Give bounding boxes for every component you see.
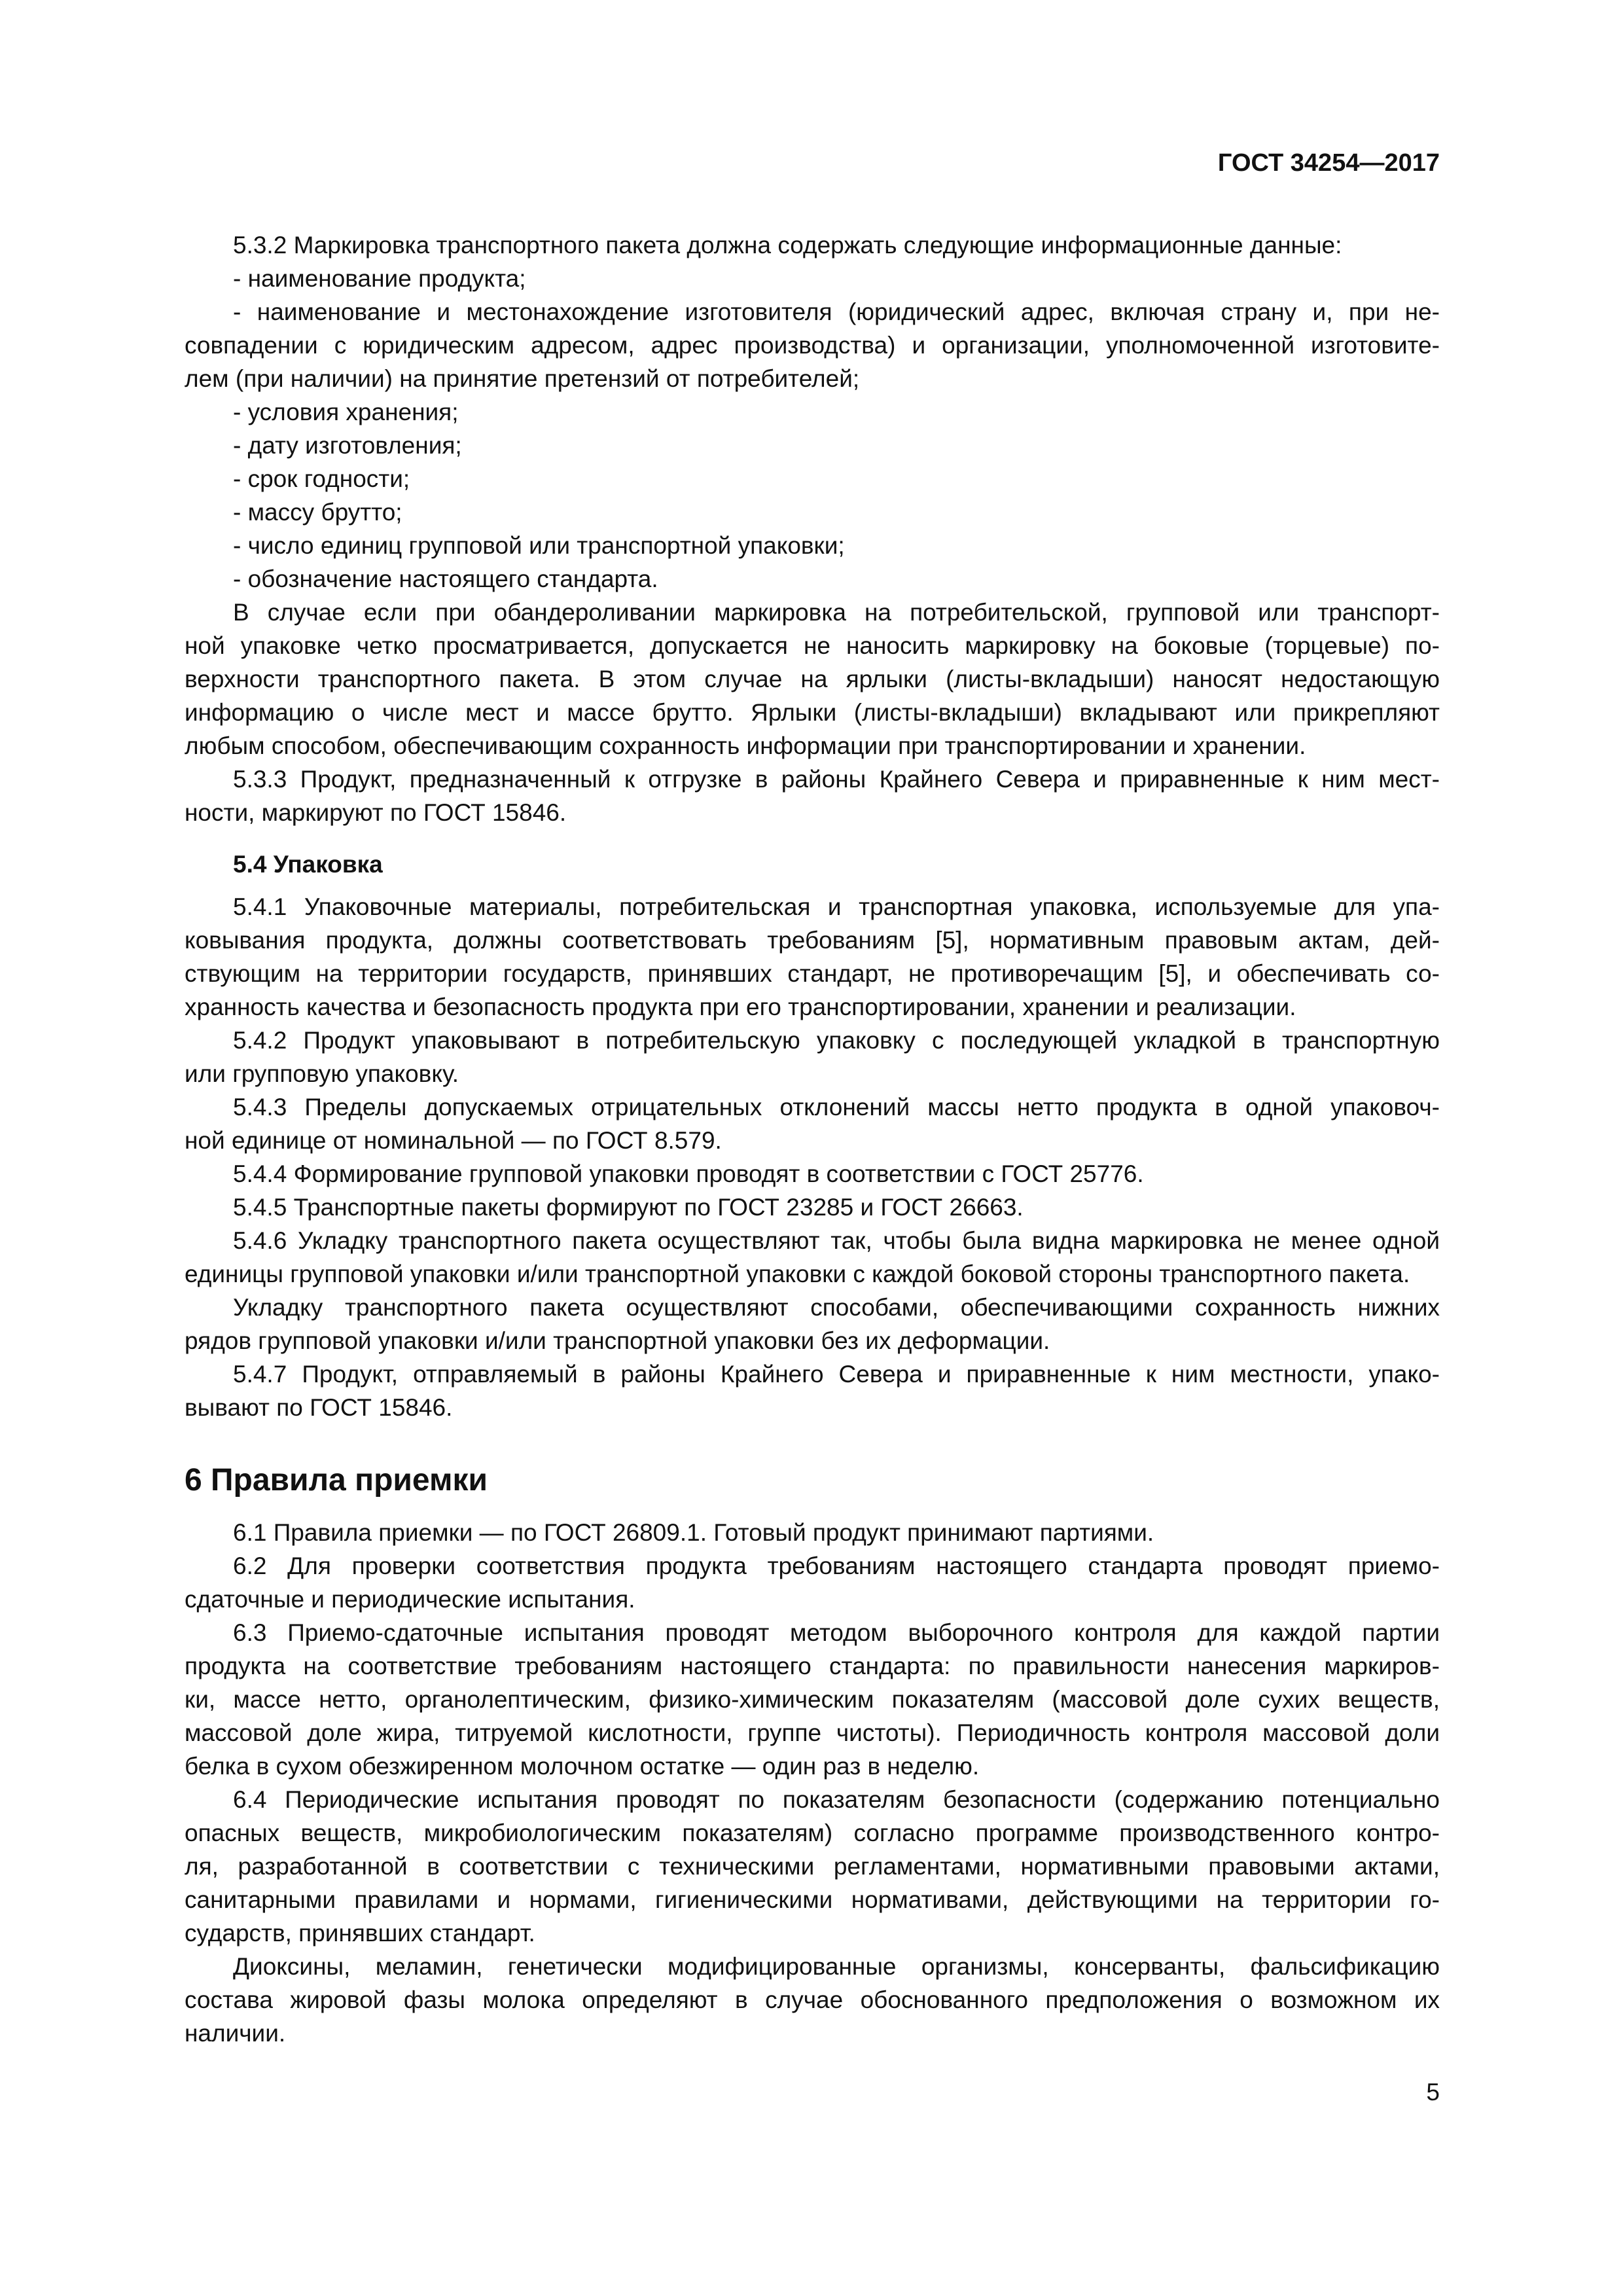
text-line: санитарными правилами и нормами, гигиеническими нормативами, действующими на территории го-: [185, 1886, 1440, 1913]
text-line: любым способом, обеспечивающим сохранность информации при транспортировании и хранении.: [185, 732, 1306, 759]
text-line: ки, массе нетто, органолептическим, физико-химическим показателям (массовой доле сухих веществ,: [185, 1686, 1440, 1713]
paragraph: [185, 262, 1440, 295]
text-line: 5.3.2 Маркировка транспортного пакета должна содержать следующие информационные данные:: [233, 232, 1342, 259]
paragraph: [185, 529, 1440, 562]
paragraph: [185, 429, 1440, 462]
document-body: [185, 228, 1440, 2050]
paragraph: [185, 762, 1440, 829]
paragraph: [185, 562, 1440, 596]
paragraph: [185, 1291, 1440, 1357]
text-line: 5.4.1 Упаковочные материалы, потребительская и транспортная упаковка, используемые для упа-: [233, 893, 1440, 920]
text-line: ля, разработанной в соответствии с техническими регламентами, нормативными правовыми актами,: [185, 1853, 1440, 1880]
text-line: наличии.: [185, 2020, 286, 2047]
text-line: ковывания продукта, должны соответствовать требованиям [5], нормативным правовым актам, дей-: [185, 927, 1440, 954]
text-line: ной упаковке четко просматривается, допускается не наносить маркировку на боковые (торцевые) по-: [185, 632, 1440, 659]
text-line: продукта на соответствие требованиям настоящего стандарта: по правильности нанесения маркиров-: [185, 1653, 1440, 1679]
text-line: - дату изготовления;: [233, 432, 462, 459]
text-line: - срок годности;: [233, 465, 410, 492]
paragraph: [185, 890, 1440, 1024]
text-line: белка в сухом обезжиренном молочном остатке — один раз в неделю.: [185, 1753, 980, 1780]
paragraph: [185, 1024, 1440, 1090]
text-line: 6.1 Правила приемки — по ГОСТ 26809.1. Готовый продукт принимают партиями.: [233, 1519, 1154, 1546]
text-line: 5.4.7 Продукт, отправляемый в районы Крайнего Севера и приравненные к ним местности, упако-: [233, 1361, 1440, 1388]
text-line: состава жировой фазы молока определяют в случае обоснованного предположения о возможном их: [185, 1986, 1440, 2013]
text-line: лем (при наличии) на принятие претензий от потребителей;: [185, 365, 860, 392]
text-line: 5.4.6 Укладку транспортного пакета осуществляют так, чтобы была видна маркировка не менее одной: [233, 1227, 1440, 1254]
paragraph: [185, 1224, 1440, 1291]
document-header: ГОСТ 34254—2017: [1217, 149, 1440, 177]
text-line: - наименование продукта;: [233, 265, 526, 292]
text-line: 5.4.2 Продукт упаковывают в потребительскую упаковку с последующей укладкой в транспортную: [233, 1027, 1440, 1054]
text-line: - обозначение настоящего стандарта.: [233, 565, 658, 592]
text-line: - массу брутто;: [233, 499, 402, 526]
page-number: 5: [1426, 2079, 1440, 2106]
paragraph: [185, 1549, 1440, 1616]
subsection-heading: 5.4 Упаковка: [233, 851, 383, 878]
text-line: Диоксины, меламин, генетически модифицированные организмы, консерванты, фальсификацию: [233, 1953, 1440, 1980]
text-line: информацию о числе мест и массе брутто. Ярлыки (листы-вкладыши) вкладывают или прикрепляют: [185, 699, 1440, 726]
text-line: - наименование и местонахождение изготовителя (юридический адрес, включая страну и, при не-: [233, 298, 1440, 325]
text-line: верхности транспортного пакета. В этом случае на ярлыки (листы-вкладыши) наносят недостающую: [185, 666, 1440, 692]
paragraph: [185, 1950, 1440, 2050]
text-line: или групповую упаковку.: [185, 1060, 459, 1087]
text-line: массовой доле жира, титруемой кислотности, группе чистоты). Периодичность контроля массовой доли: [185, 1719, 1440, 1746]
text-line: ности, маркируют по ГОСТ 15846.: [185, 799, 567, 826]
paragraph: [185, 1616, 1440, 1783]
text-line: - условия хранения;: [233, 399, 459, 425]
text-line: 5.4.3 Пределы допускаемых отрицательных отклонений массы нетто продукта в одной упаковоч-: [233, 1094, 1440, 1121]
text-line: ной единице от номинальной — по ГОСТ 8.579.: [185, 1127, 722, 1154]
paragraph: [185, 596, 1440, 762]
text-line: 5.4.5 Транспортные пакеты формируют по ГОСТ 23285 и ГОСТ 26663.: [233, 1194, 1024, 1221]
text-line: 5.4.4 Формирование групповой упаковки проводят в соответствии с ГОСТ 25776.: [233, 1160, 1144, 1187]
paragraph: [185, 228, 1440, 262]
paragraph: [185, 1783, 1440, 1950]
text-line: сударств, принявших стандарт.: [185, 1920, 535, 1946]
text-line: хранность качества и безопасность продукта при его транспортировании, хранении и реализации.: [185, 994, 1296, 1020]
paragraph: [185, 395, 1440, 429]
paragraph: [185, 1157, 1440, 1191]
text-line: сдаточные и периодические испытания.: [185, 1586, 635, 1613]
text-line: совпадении с юридическим адресом, адрес производства) и организации, уполномоченной изготовите-: [185, 332, 1440, 359]
paragraph: [185, 1090, 1440, 1157]
section-heading: 6 Правила приемки: [185, 1463, 488, 1498]
text-line: 6.3 Приемо-сдаточные испытания проводят методом выборочного контроля для каждой партии: [233, 1619, 1440, 1646]
paragraph: [185, 1516, 1440, 1549]
text-line: опасных веществ, микробиологическим показателям) согласно программе производственного контро-: [185, 1820, 1440, 1846]
paragraph: [185, 295, 1440, 395]
text-line: Укладку транспортного пакета осуществляют способами, обеспечивающими сохранность нижних: [233, 1294, 1440, 1321]
text-line: 5.3.3 Продукт, предназначенный к отгрузке в районы Крайнего Севера и приравненные к ним мест-: [233, 766, 1440, 793]
text-line: В случае если при обандероливании маркировка на потребительской, групповой или транспорт-: [233, 599, 1440, 626]
text-line: - число единиц групповой или транспортной упаковки;: [233, 532, 845, 559]
paragraph: [185, 1357, 1440, 1424]
text-line: ствующим на территории государств, принявших стандарт, не противоречащим [5], и обеспечивать со-: [185, 960, 1440, 987]
text-line: 6.2 Для проверки соответствия продукта требованиям настоящего стандарта проводят приемо-: [233, 1552, 1440, 1579]
text-line: рядов групповой упаковки и/или транспортной упаковки без их деформации.: [185, 1327, 1050, 1354]
text-line: единицы групповой упаковки и/или транспортной упаковки с каждой боковой стороны транспортного пакета.: [185, 1261, 1410, 1287]
text-line: вывают по ГОСТ 15846.: [185, 1394, 453, 1421]
paragraph: [185, 495, 1440, 529]
paragraph: [185, 1191, 1440, 1224]
paragraph: [185, 462, 1440, 495]
text-line: 6.4 Периодические испытания проводят по показателям безопасности (содержанию потенциально: [233, 1786, 1440, 1813]
